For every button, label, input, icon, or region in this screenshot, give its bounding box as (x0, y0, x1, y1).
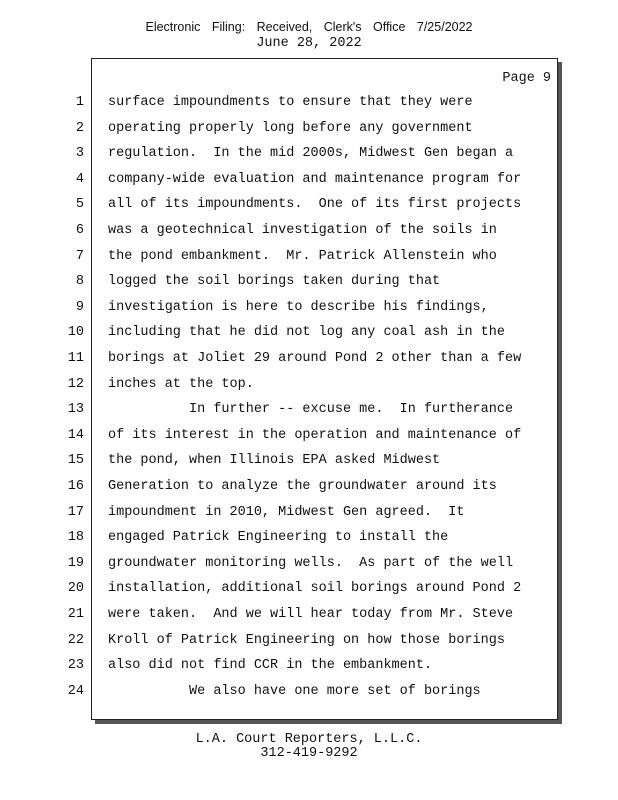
line-text: operating properly long before any government (108, 120, 473, 136)
transcript-line (0, 426, 618, 446)
transcript-line (0, 554, 618, 574)
line-text: the pond, when Illinois EPA asked Midwest (108, 453, 441, 469)
transcript-line (0, 272, 618, 292)
line-text: investigation is here to describe his findings, (108, 299, 489, 315)
transcript-line (0, 528, 618, 548)
line-text: installation, additional soil borings around Pond 2 (108, 581, 522, 597)
line-text: the pond embankment. Mr. Patrick Allenstein who (108, 248, 497, 264)
line-text: logged the soil borings taken during that (108, 274, 441, 290)
line-text: all of its impoundments. One of its first projects (108, 197, 522, 213)
transcript-date: June 28, 2022 (256, 36, 362, 51)
line-number: 9 (75, 299, 84, 315)
court-reporter-name: L.A. Court Reporters, L.L.C. (195, 732, 423, 747)
transcript-line (0, 170, 618, 190)
line-number: 22 (67, 632, 84, 648)
line-text: inches at the top. (108, 376, 254, 392)
transcript-line (0, 247, 618, 267)
line-text: surface impoundments to ensure that they were (108, 95, 473, 110)
line-number: 20 (67, 581, 84, 597)
page-number: Page 9 (502, 71, 551, 86)
line-number: 6 (75, 223, 84, 238)
line-number: 14 (67, 427, 84, 443)
line-text: We also have one more set of borings (108, 683, 481, 699)
line-text: In further -- excuse me. In furtherance (108, 402, 514, 418)
filing-stamp: Electronic Filing: Received, Clerk's Office 7/25/2022 (145, 20, 473, 34)
line-number: 7 (75, 248, 84, 264)
line-text: groundwater monitoring wells. As part of the well (108, 555, 514, 571)
line-text: was a geotechnical investigation of the soils in (108, 223, 497, 238)
transcript-line (0, 93, 618, 113)
line-text: were taken. And we will hear today from Mr. Steve (108, 607, 514, 622)
transcript-line (0, 375, 618, 395)
line-number: 21 (67, 607, 84, 622)
line-text: of its interest in the operation and maintenance of (108, 427, 522, 443)
line-number: 5 (75, 197, 84, 213)
transcript-line (0, 400, 618, 420)
line-text: company-wide evaluation and maintenance program for (108, 171, 522, 187)
line-number: 10 (67, 325, 84, 341)
line-number: 13 (67, 402, 84, 418)
line-number: 17 (67, 504, 84, 520)
transcript-line (0, 221, 618, 241)
transcript-line (0, 144, 618, 164)
transcript-line (0, 349, 618, 369)
line-number: 2 (75, 120, 84, 136)
transcript-line (0, 451, 618, 471)
transcript-line (0, 682, 618, 702)
line-number: 3 (75, 146, 84, 162)
line-text: Generation to analyze the groundwater around its (108, 479, 497, 494)
transcript-line (0, 119, 618, 139)
line-text: borings at Joliet 29 around Pond 2 other than a few (108, 351, 522, 366)
line-number: 18 (67, 530, 84, 546)
line-text: impoundment in 2010, Midwest Gen agreed. It (108, 504, 465, 520)
line-text: Kroll of Patrick Engineering on how those borings (108, 632, 505, 648)
transcript-line (0, 195, 618, 215)
line-text: also did not find CCR in the embankment. (108, 658, 433, 674)
line-number: 24 (67, 683, 84, 699)
line-number: 23 (67, 658, 84, 674)
line-number: 11 (67, 351, 84, 366)
transcript-line (0, 298, 618, 318)
line-number: 16 (67, 479, 84, 494)
line-text: engaged Patrick Engineering to install the (108, 530, 449, 546)
court-reporter-phone: 312-419-9292 (260, 746, 358, 761)
transcript-line (0, 477, 618, 497)
transcript-line (0, 605, 618, 625)
line-text: including that he did not log any coal ash in the (108, 325, 505, 341)
line-number: 19 (67, 555, 84, 571)
transcript-line (0, 503, 618, 523)
line-number: 15 (67, 453, 84, 469)
transcript-line (0, 579, 618, 599)
line-number: 8 (75, 274, 84, 290)
transcript-line (0, 323, 618, 343)
line-number: 12 (67, 376, 84, 392)
transcript-line (0, 656, 618, 676)
line-number: 1 (75, 95, 84, 110)
line-text: regulation. In the mid 2000s, Midwest Gen began a (108, 146, 514, 162)
line-number: 4 (75, 171, 84, 187)
transcript-line (0, 631, 618, 651)
